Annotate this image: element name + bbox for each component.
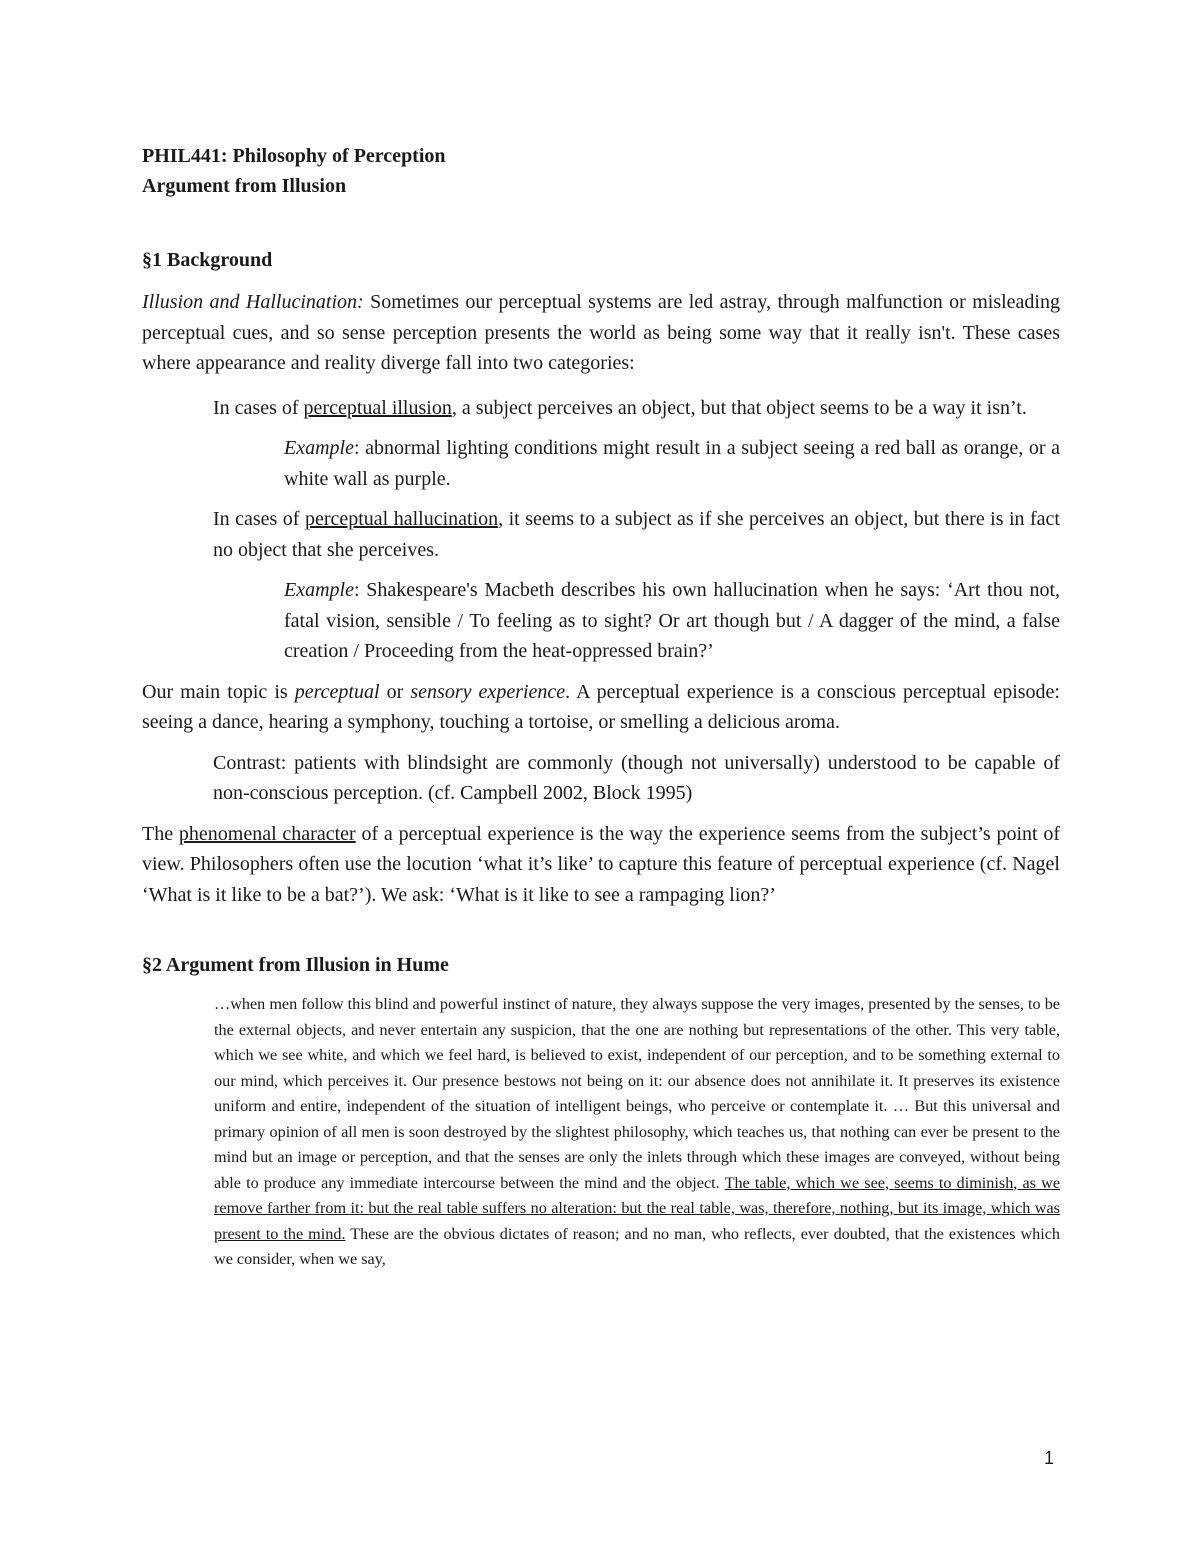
hallucination-post: , it seems to a subject as if she perceives an object, but there is in fact no object that she perceives. [213, 508, 1060, 561]
phenomenal-post: of a perceptual experience is the way the experience seems from the subject’s point of view. Philosophers often use the locution ‘what it’s like’ to capture this feature of perceptual experience (cf. Nagel ‘What is it like to be a bat?’). We ask: ‘What is it like to see a rampaging lion?’ [142, 822, 1061, 906]
illusion-post: , a subject perceives an object, but that object seems to be a way it isn’t. [451, 396, 1027, 419]
illusion-pre: In cases of [213, 396, 304, 419]
example-label: Example [284, 579, 354, 601]
hallucination-paragraph [213, 504, 1060, 565]
intro-paragraph [142, 287, 1060, 379]
illusion-example-text: : abnormal lighting conditions might result in a subject seeing a red ball as orange, or a white wall as purple. [284, 437, 1060, 490]
topic-mid: or [379, 680, 411, 703]
contrast-paragraph: Contrast: patients with blindsight are commonly (though not universally) understood to be capable of non-conscious perception. (cf. Campbell 2002, Block 1995) [213, 751, 1060, 804]
course-title: PHIL441: Philosophy of Perception [142, 145, 446, 167]
phenomenal-paragraph [142, 819, 1060, 911]
quote-post: These are the obvious dictates of reason; and no man, who reflects, ever doubted, that the existences which we consider, when we say, [214, 1224, 1060, 1268]
topic-term-perceptual: perceptual [294, 680, 380, 703]
topic-pre: Our main topic is [142, 680, 295, 703]
quote-underlined: The table, which we see, seems to diminish, as we remove farther from it: but the real table suffers no alteration: but the real table, was, therefore, nothing, but its image, which was present to the mind. [214, 1173, 1061, 1243]
hume-quote [214, 992, 1060, 1273]
phenomenal-term: phenomenal character [178, 822, 356, 845]
phenomenal-pre: The [142, 822, 179, 845]
illusion-paragraph [213, 393, 1060, 424]
handout-subtitle: Argument from Illusion [142, 175, 347, 197]
section2-heading: §2 Argument from Illusion in Hume [142, 954, 449, 976]
topic-post: . A perceptual experience is a conscious perceptual episode: seeing a dance, hearing a symphony, touching a tortoise, or smelling a delicious aroma. [142, 680, 1060, 733]
illusion-term: perceptual illusion [303, 396, 452, 419]
topic-paragraph [142, 677, 1060, 738]
example-label: Example [284, 437, 354, 459]
intro-label: Illusion and Hallucination: [142, 291, 364, 313]
section1-heading: §1 Background [142, 249, 273, 271]
intro-text: Sometimes our perceptual systems are led astray, through malfunction or misleading perceptual cues, and so sense perception presents the world as being some way that it really isn't. These cases where appearance and reality diverge fall into two categories: [142, 291, 1060, 374]
hallucination-term: perceptual hallucination [304, 508, 499, 530]
hallucination-example-text: : Shakespeare's Macbeth describes his own hallucination when he says: ‘Art thou not, fatal vision, sensible / To feeling as to sight? Or art though but / A dagger of the mind, a false creation / Proceeding from the heat-oppressed brain?’ [284, 579, 1060, 662]
topic-term-sensory: sensory experience [410, 680, 566, 703]
quote-pre: …when men follow this blind and powerful instinct of nature, they always suppose the very images, presented by the senses, to be the external objects, and never entertain any suspicion, that the one are nothing but representations of the other. This very table, which we see white, and which we feel hard, is believed to exist, independent of our perception, and to be something external to our mind, which perceives it. Our presence bestows not being on it: our absence does not annihilate it. It preserves its existence uniform and entire, independent of the situation of intelligent beings, who perceive or contemplate it. … But this universal and primary opinion of all men is soon destroyed by the slightest philosophy, which teaches us, that nothing can ever be present to the mind but an image or perception, and that the senses are only the inlets through which these images are conveyed, without being able to produce any immediate intercourse between the mind and the object. [214, 995, 1060, 1192]
hallucination-pre: In cases of [213, 508, 305, 530]
page-content [142, 141, 1060, 1273]
page-number: 1 [1044, 1448, 1055, 1468]
illusion-example [284, 433, 1060, 494]
hallucination-example [284, 575, 1060, 667]
